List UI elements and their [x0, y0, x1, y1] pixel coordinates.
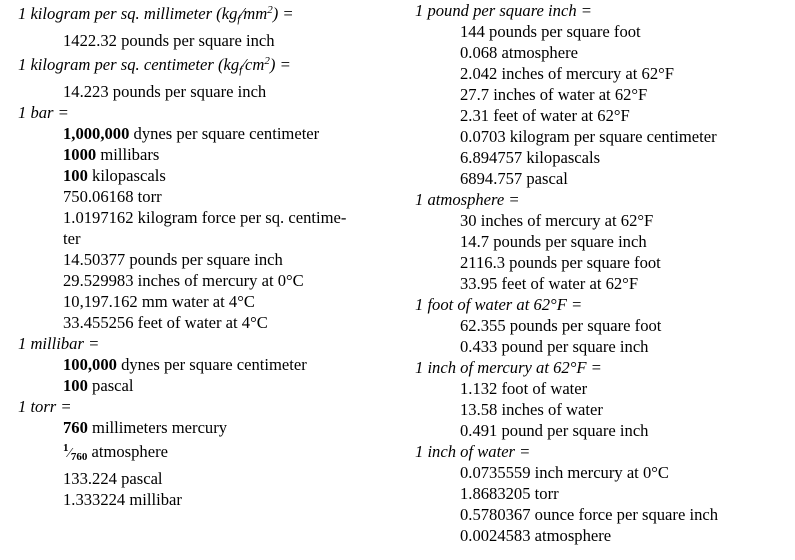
entry-value — [18, 417, 403, 438]
right-column — [415, 0, 790, 546]
entry-value: 62.355 pounds per square foot — [460, 316, 662, 335]
entry-value — [18, 354, 403, 375]
heading-superscript: 2 — [267, 4, 273, 16]
entry-value: 1.132 foot of water — [460, 379, 588, 398]
entry-value: 2.31 feet of water at 62°F — [460, 106, 630, 125]
entry-value: 0.5780367 ounce force per square inch — [460, 505, 719, 524]
entry-value-continued: ter — [63, 229, 81, 248]
entry-heading: 1 torr = — [18, 397, 72, 416]
entry-value: 14.223 pounds per square inch — [63, 82, 267, 101]
value-number: 1,000,000 — [63, 124, 130, 143]
entry-value: 1.0197162 kilogram force per sq. centime- — [63, 208, 347, 227]
value-text: pascal — [87, 376, 134, 395]
entry-bar — [18, 102, 403, 333]
heading-subscript: f — [239, 64, 243, 76]
heading-text: 1 kilogram per sq. centimeter (kg — [18, 55, 240, 74]
entry-kgf-per-mm2 — [18, 0, 403, 51]
entry-heading: 1 atmosphere = — [415, 190, 520, 209]
entry-value: 0.0024583 atmosphere — [460, 526, 612, 545]
value-number: 100,000 — [63, 355, 117, 374]
entry-heading: 1 millibar = — [18, 334, 100, 353]
entry-torr — [18, 396, 403, 510]
entry-foot-of-water — [415, 294, 790, 357]
value-number: 100 — [63, 376, 88, 395]
entry-value: 2116.3 pounds per square foot — [460, 253, 661, 272]
entry-psi — [415, 0, 790, 189]
entry-value: 133.224 pascal — [63, 469, 163, 488]
entry-heading: 1 inch of water = — [415, 442, 531, 461]
entry-heading: 1 bar = — [18, 103, 69, 122]
value-number: 1000 — [63, 145, 97, 164]
entry-value: 29.529983 inches of mercury at 0°C — [63, 271, 304, 290]
entry-value: 1.8683205 torr — [460, 484, 559, 503]
entry-kgf-per-cm2 — [18, 51, 403, 102]
entry-value: 0.433 pound per square inch — [460, 337, 649, 356]
entry-value: 33.455256 feet of water at 4°C — [63, 313, 268, 332]
entry-inch-of-mercury — [415, 357, 790, 441]
value-number: 760 — [63, 418, 88, 437]
entry-value — [18, 438, 403, 468]
entry-heading: 1 pound per square inch = — [415, 1, 592, 20]
entry-value: 0.491 pound per square inch — [460, 421, 649, 440]
value-text: dynes per square centimeter — [129, 124, 320, 143]
left-column — [18, 0, 403, 510]
heading-text: ) = — [272, 4, 294, 23]
entry-value: 33.95 feet of water at 62°F — [460, 274, 639, 293]
entry-value — [18, 144, 403, 165]
entry-atmosphere — [415, 189, 790, 294]
entry-value: 6894.757 pascal — [460, 169, 568, 188]
entry-value: 14.7 pounds per square inch — [460, 232, 647, 251]
value-text: millibars — [96, 145, 160, 164]
entry-value: 0.0735559 inch mercury at 0°C — [460, 463, 669, 482]
value-text: dynes per square centimeter — [116, 355, 307, 374]
entry-value: 0.0703 kilogram per square centimeter — [460, 127, 717, 146]
entry-heading: 1 inch of mercury at 62°F = — [415, 358, 602, 377]
entry-value: 1422.32 pounds per square inch — [63, 31, 275, 50]
entry-value: 0.068 atmosphere — [460, 43, 578, 62]
entry-value: 1.333224 millibar — [63, 490, 182, 509]
fraction-numerator: 1 — [63, 442, 69, 454]
entry-value: 14.50377 pounds per square inch — [63, 250, 283, 269]
entry-value — [18, 375, 403, 396]
entry-inch-of-water — [415, 441, 790, 546]
value-text: atmosphere — [87, 442, 168, 461]
heading-subscript: f — [237, 13, 241, 25]
entry-value: 144 pounds per square foot — [460, 22, 641, 41]
entry-heading — [18, 0, 403, 30]
heading-superscript: 2 — [264, 55, 270, 67]
entry-heading: 1 foot of water at 62°F = — [415, 295, 583, 314]
heading-text: ⁄mm — [240, 4, 268, 23]
heading-text: ⁄cm — [242, 55, 265, 74]
entry-value: 2.042 inches of mercury at 62°F — [460, 64, 675, 83]
heading-text: ) = — [269, 55, 291, 74]
entry-value: 27.7 inches of water at 62°F — [460, 85, 648, 104]
entry-value — [18, 165, 403, 186]
value-number: 100 — [63, 166, 88, 185]
entry-value: 10,197.162 mm water at 4°C — [63, 292, 255, 311]
entry-value: 750.06168 torr — [63, 187, 162, 206]
entry-millibar — [18, 333, 403, 396]
heading-text: 1 kilogram per sq. millimeter (kg — [18, 4, 238, 23]
fraction-slash: ⁄ — [68, 446, 71, 461]
value-text: millimeters mercury — [87, 418, 228, 437]
entry-value: 30 inches of mercury at 62°F — [460, 211, 654, 230]
fraction-denominator: 760 — [70, 451, 88, 463]
entry-heading — [18, 51, 403, 81]
entry-value: 13.58 inches of water — [460, 400, 603, 419]
entry-value: 6.894757 kilopascals — [460, 148, 601, 167]
value-text: kilopascals — [87, 166, 166, 185]
entry-value — [18, 123, 403, 144]
